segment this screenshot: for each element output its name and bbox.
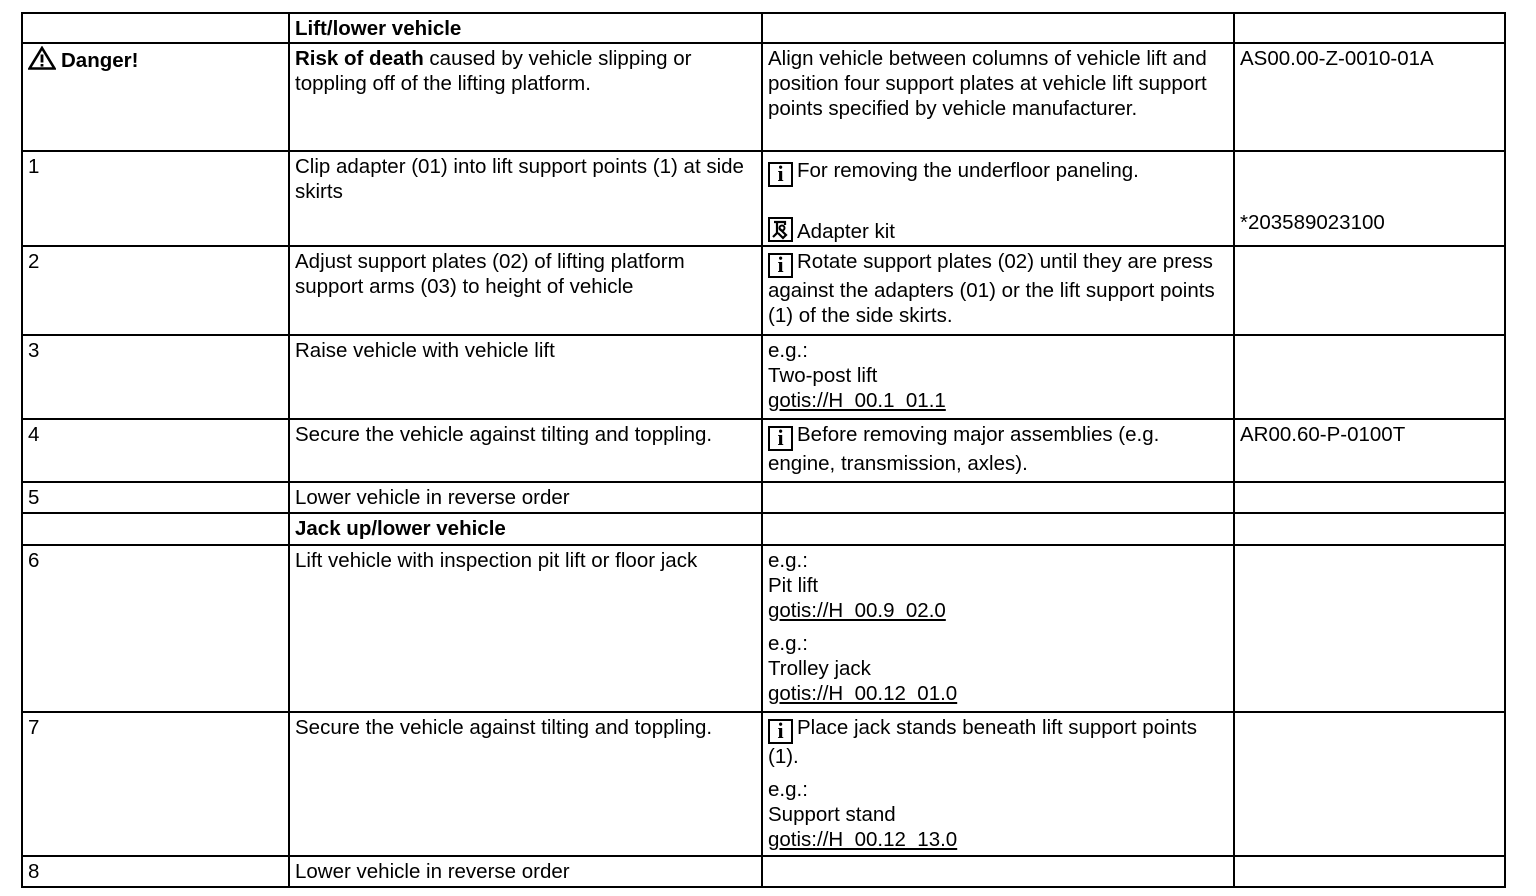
step-row [22,856,1505,887]
step-row [22,482,1505,513]
step-action: Clip adapter (01) into lift support points (1) at side skirts [289,151,762,246]
equipment-name: Two-post lift [768,364,878,387]
section-title-lift: Lift/lower vehicle [289,13,762,43]
step-action: Lower vehicle in reverse order [289,856,762,887]
empty-cell [1234,545,1505,712]
step-number: 8 [22,856,289,887]
step-number: 3 [22,335,289,419]
gotis-link[interactable]: gotis://H_00.9_02.0 [768,599,946,622]
empty-cell [762,482,1234,513]
danger-risk-cell [289,43,762,151]
step-notes [762,151,1234,246]
step-notes [762,712,1234,856]
info-box-icon: i [768,719,793,744]
step-row [22,419,1505,482]
empty-cell [1234,246,1505,335]
doc-ref[interactable]: AR00.60-P-0100T [1234,419,1505,482]
empty-cell [762,856,1234,887]
procedure-table [21,12,1506,888]
empty-cell [1234,482,1505,513]
section-title-jack: Jack up/lower vehicle [289,513,762,545]
step-row [22,335,1505,419]
step-number: 7 [22,712,289,856]
empty-cell [762,13,1234,43]
eg-label: e.g.: [768,778,808,801]
step-notes [762,419,1234,482]
step-action: Secure the vehicle against tilting and toppling. [289,419,762,482]
step-action: Secure the vehicle against tilting and toppling. [289,712,762,856]
info-box-icon: i [768,426,793,451]
empty-cell [1234,513,1505,545]
step-notes [762,246,1234,335]
eg-label: e.g.: [768,339,808,362]
info-box-icon: i [768,162,793,187]
info-box-icon: i [768,253,793,278]
danger-row [22,43,1505,151]
eg-label: e.g.: [768,632,808,655]
section-row-jack [22,513,1505,545]
equipment-name: Trolley jack [768,657,871,680]
step-notes [762,335,1234,419]
danger-doc-ref[interactable]: AS00.00-Z-0010-01A [1234,43,1505,151]
part-number[interactable]: *203589023100 [1240,211,1385,234]
danger-measure: Align vehicle between columns of vehicle lift and position four support plates at vehicle lift support points specified by vehicle manufacturer. [762,43,1234,151]
step-number: 1 [22,151,289,246]
warning-triangle-icon [28,46,56,70]
step-row [22,246,1505,335]
empty-cell [22,513,289,545]
danger-risk-text: caused by vehicle slipping or toppling off of the lifting platform. [295,47,692,95]
step-action: Lower vehicle in reverse order [289,482,762,513]
empty-cell [762,513,1234,545]
equipment-name: Pit lift [768,574,819,597]
step-row [22,545,1505,712]
danger-risk-bold: Risk of death [295,47,424,70]
step-row [22,151,1505,246]
info-text: Before removing major assemblies (e.g. engine, transmission, axles). [768,423,1160,475]
info-text: Place jack stands beneath lift support points (1). [768,716,1197,768]
info-text: For removing the underfloor paneling. [797,159,1139,182]
empty-cell [22,13,289,43]
empty-cell [1234,335,1505,419]
step-action: Lift vehicle with inspection pit lift or floor jack [289,545,762,712]
step-ref-cell [1234,151,1505,246]
step-action: Raise vehicle with vehicle lift [289,335,762,419]
equipment-name: Support stand [768,803,896,826]
empty-cell [1234,856,1505,887]
empty-cell [1234,712,1505,856]
gotis-link[interactable]: gotis://H_00.12_01.0 [768,682,958,705]
eg-label: e.g.: [768,549,808,572]
step-number: 2 [22,246,289,335]
special-tool-icon [768,217,793,242]
danger-label: Danger! [61,49,139,72]
tool-text: Adapter kit [797,220,895,243]
gotis-link[interactable]: gotis://H_00.12_13.0 [768,828,958,851]
step-notes [762,545,1234,712]
gotis-link[interactable]: gotis://H_00.1_01.1 [768,389,946,412]
info-text: Rotate support plates (02) until they are press against the adapters (01) or the lift support points (1) of the side skirts. [768,250,1215,327]
danger-cell [22,43,289,151]
step-row [22,712,1505,856]
section-row-lift [22,13,1505,43]
step-number: 5 [22,482,289,513]
empty-cell [1234,13,1505,43]
step-number: 6 [22,545,289,712]
step-number: 4 [22,419,289,482]
step-action: Adjust support plates (02) of lifting platform support arms (03) to height of vehicle [289,246,762,335]
